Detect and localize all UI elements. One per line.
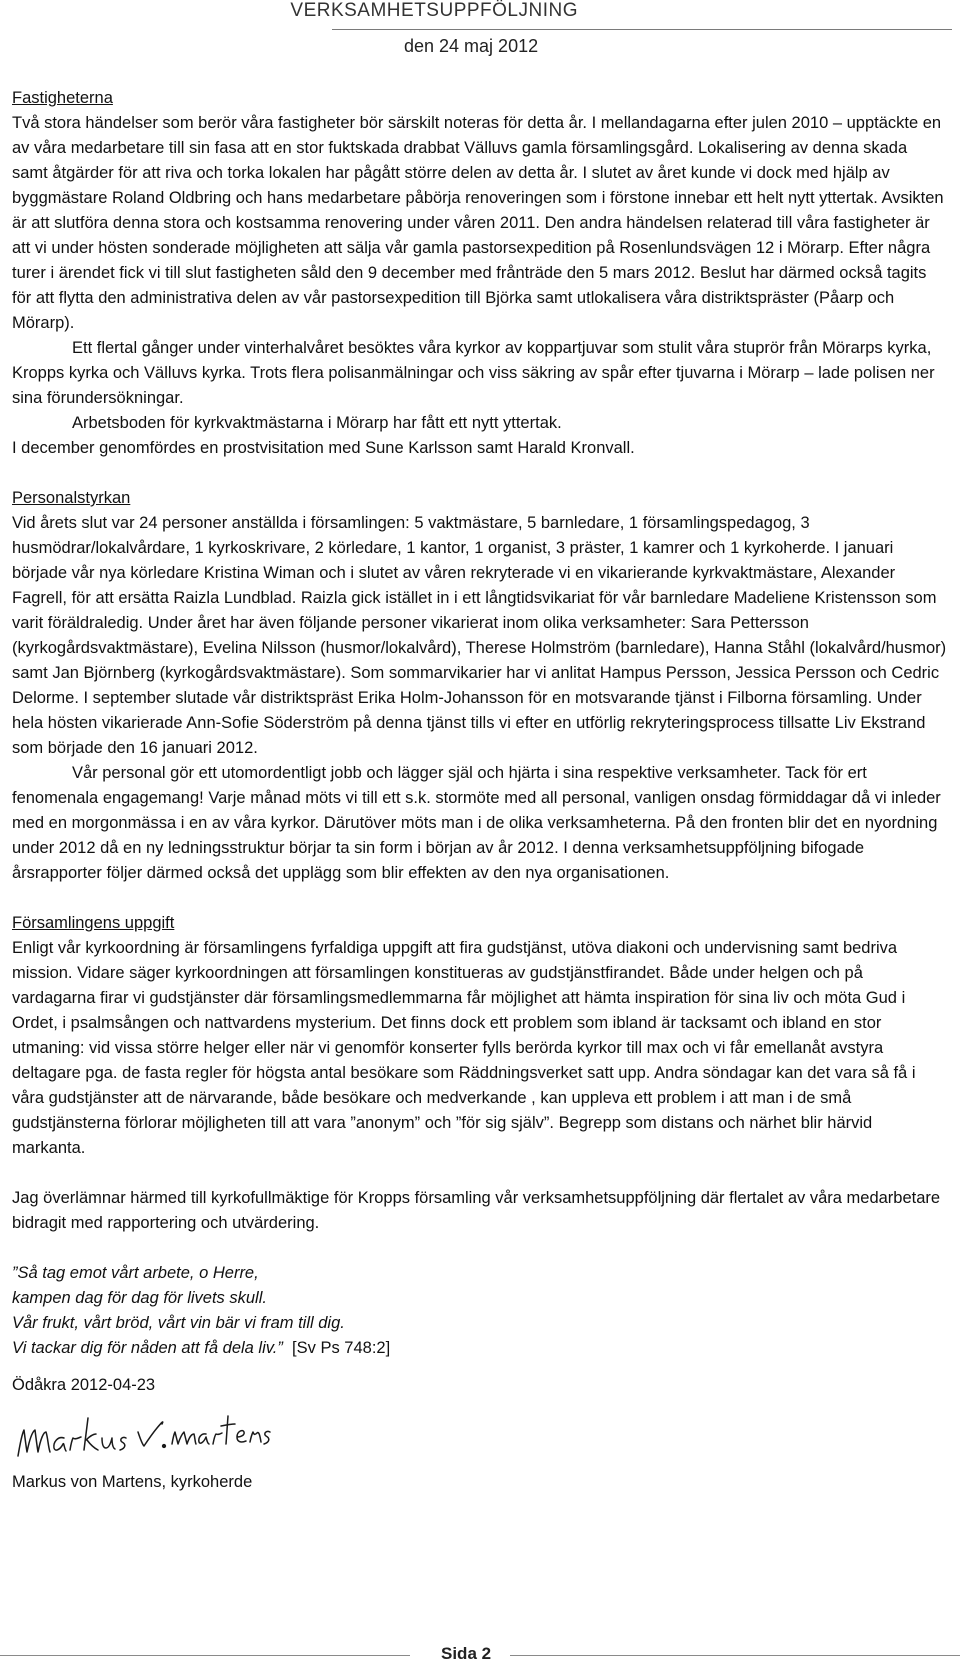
document-date: den 24 maj 2012: [404, 36, 539, 56]
hymn-line: Vår frukt, vårt bröd, vårt vin bär vi fram till dig.: [12, 1314, 345, 1332]
section-heading: Församlingens uppgift: [12, 914, 175, 932]
hymn-line: ”Så tag emot vårt arbete, o Herre,: [12, 1264, 259, 1282]
document-title: VERKSAMHETSUPPFÖLJNING: [290, 0, 578, 21]
hymn-quote: [12, 1261, 947, 1361]
section-forsamlingens-uppgift: [12, 911, 947, 1161]
section-heading: Personalstyrkan: [12, 489, 131, 507]
paragraph: Ett flertal gånger under vinterhalvåret besöktes våra kyrkor av koppartjuvar som stulit våra stuprör från Mörarps kyrka, Kropps kyrka och Välluvs kyrka. Trots flera polisanmälningar och viss säkring av spår efter tjuvarna i Mörarp – lade polisen ner sina förundersökningar.: [12, 339, 935, 407]
spacer: [12, 886, 947, 911]
hymn-line: kampen dag för dag för livets skull.: [12, 1289, 267, 1307]
handwritten-signature: [12, 1404, 272, 1466]
section-heading: Fastigheterna: [12, 89, 113, 107]
place-date: Ödåkra 2012-04-23: [12, 1376, 156, 1394]
footer-rule: [510, 1655, 960, 1656]
spacer: [12, 1161, 947, 1186]
hymn-line-last: [12, 1336, 947, 1361]
section-fastigheterna: [12, 86, 947, 461]
paragraph: Arbetsboden för kyrkvaktmästarna i Mörarp har fått ett nytt yttertak.: [72, 414, 562, 432]
paragraph: Vår personal gör ett utomordentligt jobb och lägger själ och hjärta i sina respektive verksamheter. Tack för ert fenomenala engagemang! Varje månad möts vi till ett s.k. stormöte med all personal, vanligen onsdag förmiddagar då vi inleder med en morgonmässa i en av våra kyrkor. Därutöver möts man i de olika verksamheterna. På den fronten blir det en nyordning under 2012 då en ny ledningsstruktur börjar ta sin form i början av år 2012. I denna verksamhetsuppföljning bifogade årsrapporter följer därmed också det upplägg som blir effekten av den nya organisationen.: [12, 764, 941, 882]
paragraph: I december genomfördes en prostvisitation med Sune Karlsson samt Harald Kronvall.: [12, 439, 635, 457]
header-rule: [332, 29, 952, 30]
page-number: Sida 2: [441, 1644, 492, 1663]
paragraph: Två stora händelser som berör våra fastigheter bör särskilt noteras för detta år. I mellandagarna efter julen 2010 – upptäckte en av våra medarbetare till sin fasa att en stor fuktskada drabbat Välluvs gamla församlingsgård. Lokalisering av denna skada samt åtgärder för att riva och torka lokalen har pågått större delen av detta år. I slutet av året kunde vi dock med hjälp av byggmästare Roland Oldbring och hans medarbetare påbörja renoveringen som i förstone innebar ett helt nytt yttertak. Avsikten är att slutföra denna stora och kostsamma renovering under våren 2011. Den andra händelsen relaterad till våra fastigheter är att vi under hösten sonderade möjligheten att sälja vår gamla pastorsexpedition på Rosenlundsvägen 12 i Mörarp. Efter några turer i ärendet fick vi till slut fastigheten såld den 9 december med frånträde den 5 mars 2012. Beslut har därmed också tagits för att flytta den administrativa delen av vår pastorsexpedition till Björka samt utlokalisera våra distriktspräster (Påarp och Mörarp).: [12, 114, 944, 332]
signatory-name: Markus von Martens, kyrkoherde: [12, 1473, 253, 1491]
paragraph: Vid årets slut var 24 personer anställda i församlingen: 5 vaktmästare, 5 barnledare, 1 församlingspedagog, 3 husmödrar/lokalvårdare, 1 kyrkoskrivare, 2 körledare, 1 kantor, 1 organist, 3 präster, 1 kamrer och 1 kyrkoherde. I januari började vår nya körledare Kristina Wiman och i slutet av våren rekryterade vi en vikarierande kyrkvaktmästare, Alexander Fagrell, för att ersätta Raizla Lundblad. Raizla gick istället in i ett långtidsvikariat för vår barnledare Madeliene Kristensson som varit föräldraledig. Under året har även följande personer vikarierat inom olika verksamheter: Sara Pettersson (kyrkogårdsvaktmästare), Evelina Nilsson (husmor/lokalvård), Therese Holmström (barnledare), Hanna Ståhl (lokalvård/husmor) samt Jan Björnberg (kyrkogårdsvaktmästare). Som sommarvikarier har vi anlitat Hampus Persson, Jessica Persson och Cedric Delorme. I september slutade vår distriktspräst Erika Holm-Johansson för en motsvarande tjänst i Filborna församling. Under hela hösten vikarierade Ann-Sofie Söderström på denna tjänst tills vi efter en utförlig rekryteringsprocess tillsatte Liv Ekstrand som började den 16 januari 2012.: [12, 514, 947, 757]
section-personalstyrkan: [12, 486, 947, 886]
page-header: [0, 0, 960, 72]
hymn-reference: [Sv Ps 748:2]: [292, 1339, 391, 1357]
spacer: [12, 1236, 947, 1261]
paragraph: Enligt vår kyrkoordning är församlingens fyrfaldiga uppgift att fira gudstjänst, utöva diakoni och undervisning samt bedriva mission. Vidare säger kyrkoordningen att församlingen konstitueras av gudstjänstfirandet. Både under helgen och på vardagarna firar vi gudstjänster där församlingsmedlemmarna får möjlighet att hämta inspiration för sina liv och möta Gud i Ordet, i psalmsången och nattvardens mysterium. Det finns dock ett problem som ibland är tacksamt och ibland en stor utmaning: vid vissa större helger eller när vi genomför konserter fylls berörda kyrkor till max och vi får emellanåt avstyra deltagare pga. de fasta regler för högsta antal besökare som Räddningsverket satt upp. Andra söndagar kan det vara så få i våra gudstjänster att de närvarande, både besökare och medverkande , kan uppleva ett problem i att man i de små gudstjänsterna förlorar möjligheten till att vara ”anonym” och ”för sig själv”. Begrepp som distans och närhet blir härvid markanta.: [12, 939, 916, 1157]
closing-paragraph: Jag överlämnar härmed till kyrkofullmäktige för Kropps församling vår verksamhetsuppföljning där flertalet av våra medarbetare bidragit med rapportering och utvärdering.: [12, 1189, 941, 1232]
document-body: [12, 86, 947, 1495]
hymn-line: Vi tackar dig för nåden att få dela liv.”: [12, 1339, 283, 1357]
footer-rule: [0, 1655, 410, 1656]
spacer: [12, 461, 947, 486]
spacer: [12, 1361, 947, 1373]
